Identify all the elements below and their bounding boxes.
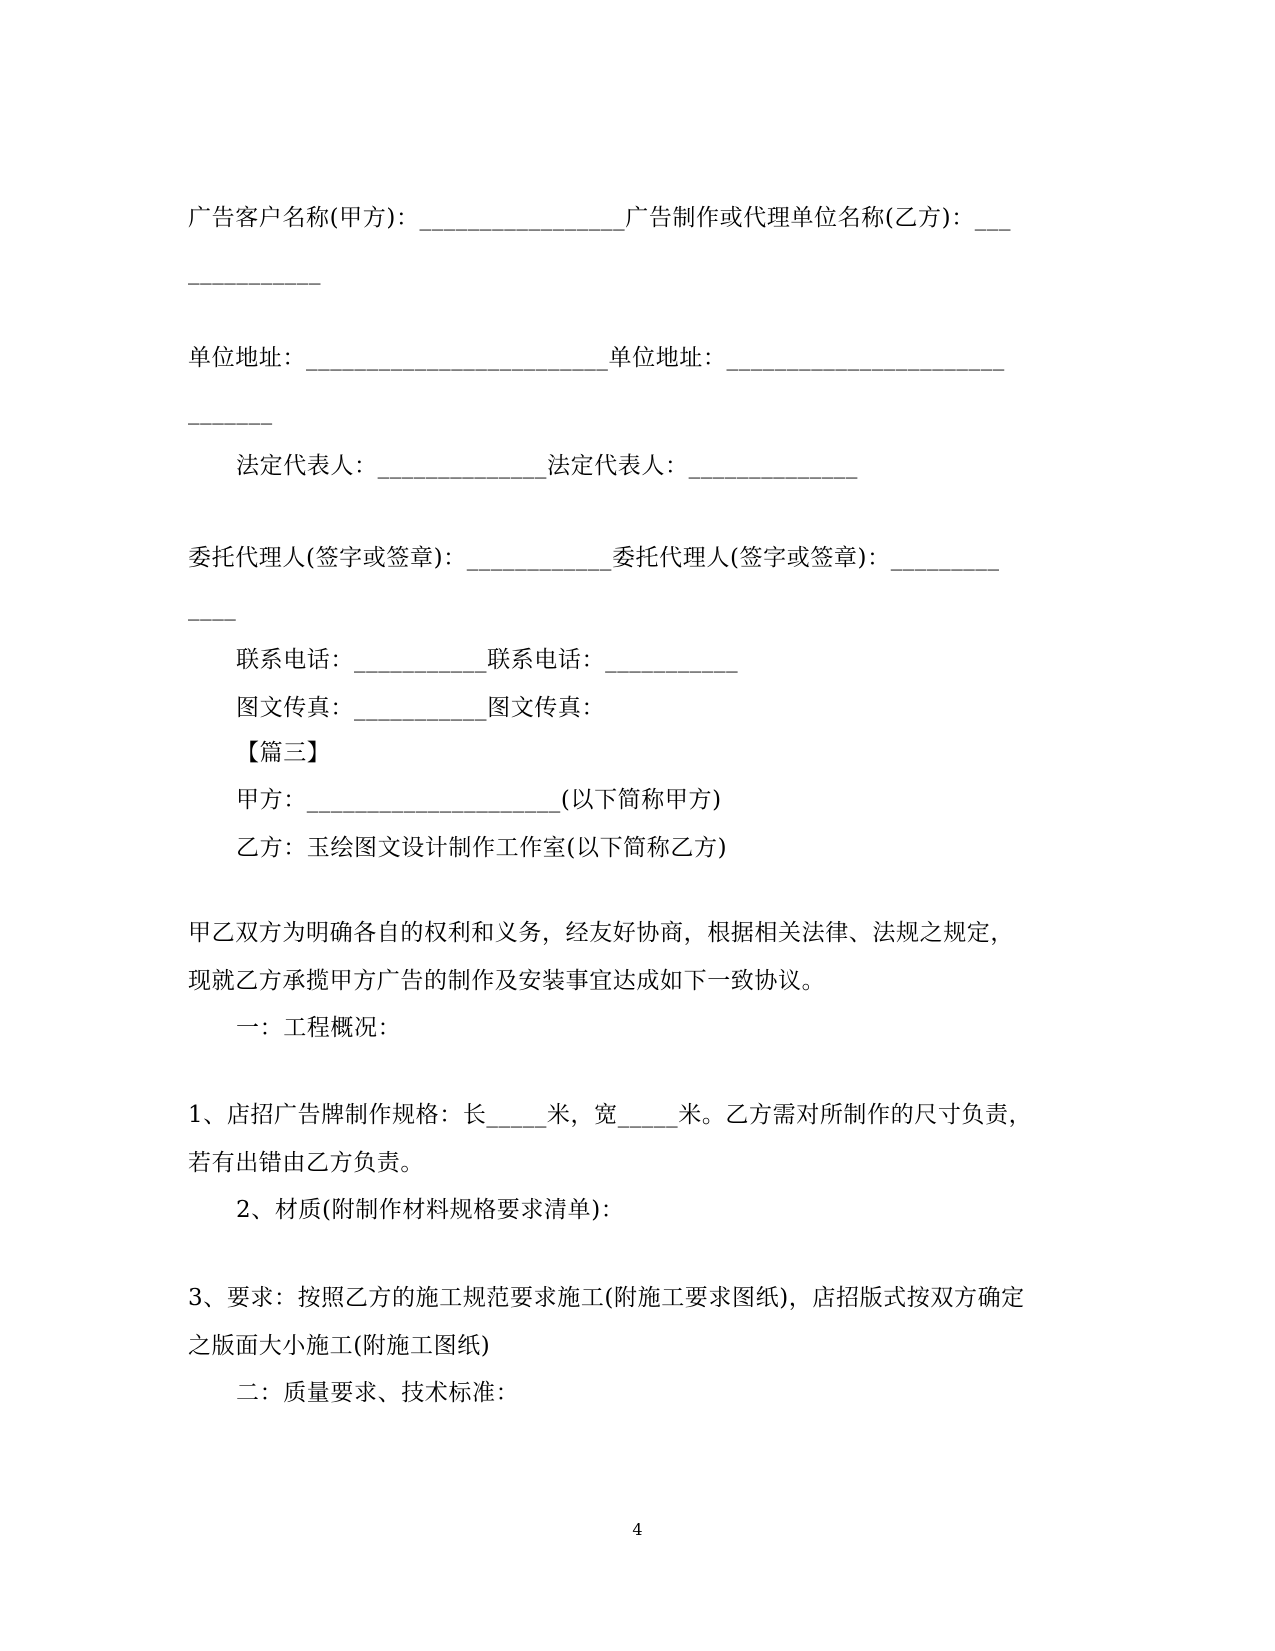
intro-paragraph-line-2: 现就乙方承揽甲方广告的制作及安装事宜达成如下一致协议。 xyxy=(188,968,826,994)
party-b-line: 乙方：玉绘图文设计制作工作室(以下简称乙方) xyxy=(236,835,728,861)
party-names-line: 广告客户名称(甲方)：_________________广告制作或代理单位名称(乙方)：___ xyxy=(188,205,1012,231)
authorized-agent-line-continued: ____ xyxy=(188,595,237,621)
intro-paragraph-line-1: 甲乙双方为明确各自的权利和义务，经友好协商，根据相关法律、法规之规定， xyxy=(188,920,1014,946)
address-line: 单位地址：_________________________单位地址：_______________________ xyxy=(188,345,1005,371)
fax-line: 图文传真：___________图文传真： xyxy=(236,695,606,721)
phone-line: 联系电话：___________联系电话：___________ xyxy=(236,647,739,673)
authorized-agent-line: 委托代理人(签字或签章)：____________委托代理人(签字或签章)：_________ xyxy=(188,545,1000,571)
clause-3-line-1: 3、要求：按照乙方的施工规范要求施工(附施工要求图纸)，店招版式按双方确定 xyxy=(188,1285,1025,1311)
clause-3-line-2: 之版面大小施工(附施工图纸) xyxy=(188,1333,491,1359)
clause-1-line-2: 若有出错由乙方负责。 xyxy=(188,1150,424,1176)
clause-2-line: 2、材质(附制作材料规格要求清单)： xyxy=(236,1197,625,1223)
clause-one-heading: 一：工程概况： xyxy=(236,1015,402,1041)
party-a-line: 甲方：_____________________(以下简称甲方) xyxy=(236,787,722,813)
legal-representative-line: 法定代表人：______________法定代表人：______________ xyxy=(236,453,858,479)
address-line-continued: _______ xyxy=(188,399,273,425)
clause-two-heading: 二：质量要求、技术标准： xyxy=(236,1380,520,1406)
section-heading: 【篇三】 xyxy=(236,740,331,766)
party-names-line-continued: ___________ xyxy=(188,259,322,285)
clause-1-line-1: 1、店招广告牌制作规格：长_____米，宽_____米。乙方需对所制作的尺寸负责， xyxy=(188,1102,1033,1128)
page-number: 4 xyxy=(632,1520,643,1539)
